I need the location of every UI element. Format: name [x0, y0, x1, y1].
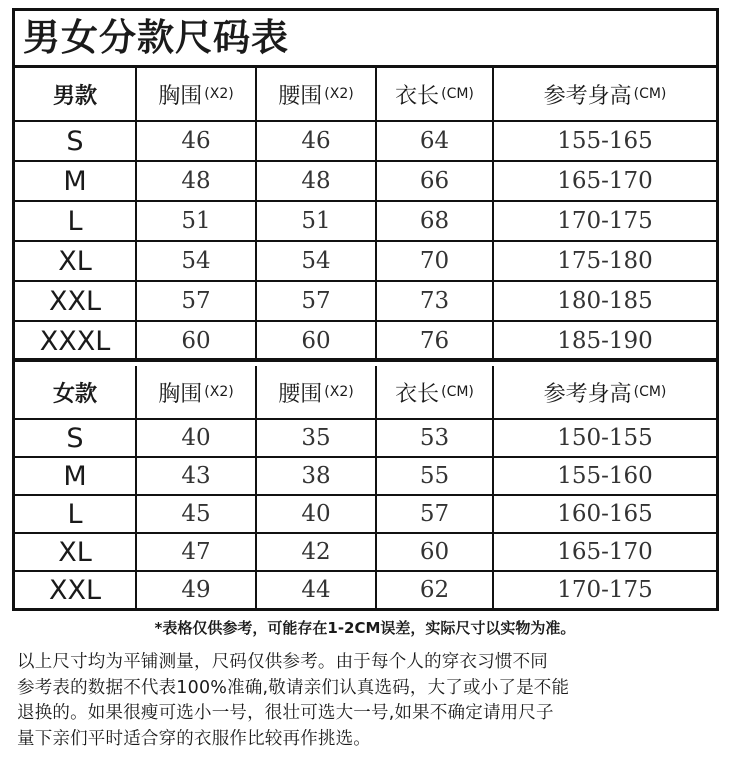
description-line: 参考表的数据不代表100%准确,敬请亲们认真选码，大了或小了是不能 — [17, 677, 570, 698]
header-waist: 腰围 (X2) — [257, 366, 377, 418]
description-line: 以上尺寸均为平铺测量，尺码仅供参考。由于每个人的穿衣习惯不同 — [17, 652, 548, 672]
length-cell: 60 — [377, 534, 494, 570]
table-row — [15, 280, 716, 320]
height-cell: 155-165 — [557, 128, 653, 154]
length-cell: 66 — [377, 162, 494, 200]
chest-cell: 46 — [137, 122, 257, 160]
chest-cell: 54 — [137, 242, 257, 280]
table-row — [15, 120, 716, 160]
chest-cell: 43 — [137, 458, 257, 494]
size-cell: L — [15, 202, 137, 240]
height-cell: 185-190 — [557, 328, 653, 354]
height-cell: 180-185 — [557, 288, 653, 314]
header-height: 参考身高 (CM) — [543, 83, 667, 109]
table-row — [15, 456, 716, 494]
waist-cell: 57 — [257, 282, 377, 320]
size-cell: XL — [15, 242, 137, 280]
size-cell: XXL — [15, 572, 137, 608]
waist-cell: 54 — [257, 242, 377, 280]
length-cell: 73 — [377, 282, 494, 320]
chest-cell: 49 — [137, 572, 257, 608]
header-length: 衣长 (CM) — [377, 366, 494, 418]
header-height: 参考身高 (CM) — [543, 381, 667, 407]
table-row — [15, 200, 716, 240]
waist-cell: 35 — [257, 420, 377, 456]
header-chest: 胸围 (X2) — [137, 68, 257, 120]
length-cell: 57 — [377, 496, 494, 532]
waist-cell: 46 — [257, 122, 377, 160]
men-header-row — [15, 68, 716, 120]
men-section — [15, 68, 716, 362]
length-cell: 68 — [377, 202, 494, 240]
size-cell: S — [15, 420, 137, 456]
height-cell: 175-180 — [557, 248, 653, 274]
table-row — [15, 494, 716, 532]
waist-cell: 60 — [257, 322, 377, 360]
chest-cell: 60 — [137, 322, 257, 360]
description-line: 量下亲们平时适合穿的衣服作比较再作挑选。 — [17, 728, 371, 749]
size-cell: XXXL — [15, 322, 137, 360]
height-cell: 170-175 — [557, 208, 653, 234]
men-label: 男款 — [15, 68, 137, 120]
chest-cell: 48 — [137, 162, 257, 200]
size-chart-frame — [12, 8, 719, 611]
waist-cell: 38 — [257, 458, 377, 494]
height-cell: 165-170 — [557, 168, 653, 194]
waist-cell: 44 — [257, 572, 377, 608]
length-cell: 76 — [377, 322, 494, 360]
description-line: 退换的。如果很瘦可选小一号，很壮可选大一号,如果不确定请用尺子 — [17, 703, 554, 723]
size-cell: M — [15, 162, 137, 200]
table-row — [15, 532, 716, 570]
waist-cell: 42 — [257, 534, 377, 570]
women-label: 女款 — [15, 366, 137, 418]
length-cell: 70 — [377, 242, 494, 280]
size-cell: XL — [15, 534, 137, 570]
height-cell: 155-160 — [557, 463, 653, 489]
waist-cell: 51 — [257, 202, 377, 240]
measurement-description — [17, 650, 717, 752]
chest-cell: 45 — [137, 496, 257, 532]
height-cell: 170-175 — [557, 577, 653, 603]
disclaimer-note: *表格仅供参考，可能存在1-2CM误差，实际尺寸以实物为准。 — [154, 619, 576, 637]
size-cell: S — [15, 122, 137, 160]
table-row — [15, 320, 716, 360]
header-chest: 胸围 (X2) — [137, 366, 257, 418]
chest-cell: 40 — [137, 420, 257, 456]
size-cell: XXL — [15, 282, 137, 320]
chest-cell: 57 — [137, 282, 257, 320]
length-cell: 64 — [377, 122, 494, 160]
size-cell: L — [15, 496, 137, 532]
waist-cell: 48 — [257, 162, 377, 200]
size-cell: M — [15, 458, 137, 494]
length-cell: 53 — [377, 420, 494, 456]
header-waist: 腰围 (X2) — [257, 68, 377, 120]
height-cell: 150-155 — [557, 425, 653, 451]
height-cell: 165-170 — [557, 539, 653, 565]
chest-cell: 51 — [137, 202, 257, 240]
women-section — [15, 366, 716, 608]
table-row — [15, 570, 716, 608]
height-cell: 160-165 — [557, 501, 653, 527]
length-cell: 55 — [377, 458, 494, 494]
chart-title: 男女分款尺码表 — [15, 11, 716, 68]
length-cell: 62 — [377, 572, 494, 608]
table-row — [15, 160, 716, 200]
waist-cell: 40 — [257, 496, 377, 532]
table-row — [15, 418, 716, 456]
table-row — [15, 240, 716, 280]
header-length: 衣长 (CM) — [377, 68, 494, 120]
women-header-row — [15, 366, 716, 418]
chest-cell: 47 — [137, 534, 257, 570]
